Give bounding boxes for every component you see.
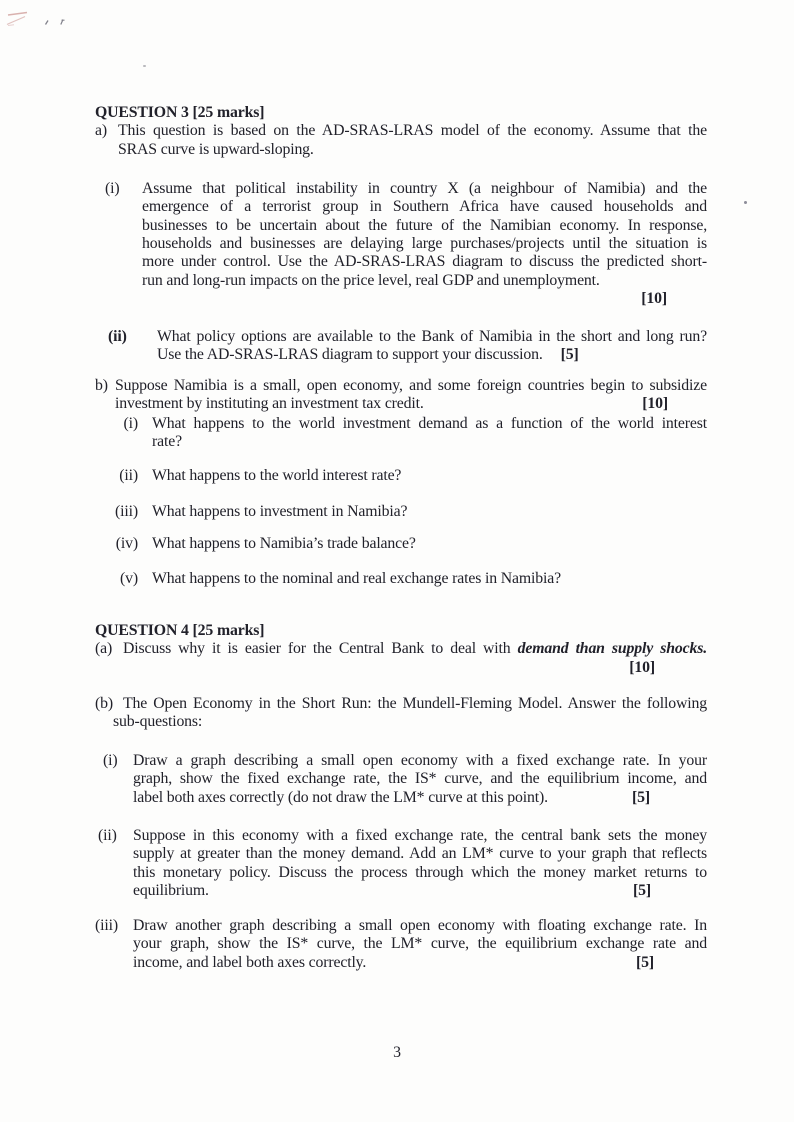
q3b-ii-line: What happens to the world interest rate?	[152, 466, 402, 484]
q4-ii-marks: [5]	[633, 882, 651, 900]
q4-ii-line: this monetary policy. Discuss the process through which the money market returns to	[133, 863, 707, 881]
q3b-item-ii	[95, 467, 707, 485]
q4-ii-line-text: equilibrium.	[133, 882, 209, 900]
q4-part-b	[95, 695, 707, 732]
q3b-iii-label: (iii)	[115, 502, 138, 520]
q3b-item-v	[95, 570, 707, 588]
q4a-text: Discuss why it is easier for the Central Bank to deal with	[123, 640, 511, 658]
q3b-line-text: investment by instituting an investment tax credit.	[115, 395, 424, 413]
question-3-heading	[95, 0, 707, 122]
q3-item-i	[105, 180, 707, 309]
q3b-iv-line: What happens to Namibia’s trade balance?	[152, 534, 416, 552]
q3b-marks: [10]	[642, 395, 668, 413]
q3b-i-label: (i)	[123, 415, 138, 433]
q3i-line: run and long-run impacts on the price level, real GDP and unemployment.	[142, 271, 600, 289]
q4-ii-line: Suppose in this economy with a fixed exchange rate, the central bank sets the money	[133, 826, 707, 844]
q4-item-iii	[95, 917, 707, 972]
q3b-i-line: rate?	[152, 433, 182, 451]
q4a-label: (a)	[95, 640, 113, 658]
q3b-item-iv	[95, 535, 707, 553]
q3b-item-iii	[95, 503, 707, 521]
q3ii-label: (ii)	[108, 327, 127, 345]
q3i-label: (i)	[105, 179, 120, 197]
q4-ii-line	[133, 882, 707, 900]
q4-iii-marks: [5]	[636, 953, 654, 971]
q3i-marks: [10]	[641, 290, 667, 308]
q3b-iv-label: (iv)	[115, 534, 138, 552]
q3-part-a	[95, 122, 707, 159]
q4-i-line-text: label both axes correctly (do not draw the LM* curve at this point).	[133, 788, 548, 806]
q3b-iii-line: What happens to investment in Namibia?	[152, 502, 408, 520]
q4-iii-line: Draw another graph describing a small open economy with floating exchange rate. In	[133, 916, 707, 934]
q3b-v-label: (v)	[120, 569, 138, 587]
q4-i-line	[133, 789, 707, 807]
q4a-marks: [10]	[629, 658, 655, 676]
q4-item-i	[95, 752, 707, 807]
scan-speck	[744, 201, 747, 204]
q3b-line	[115, 395, 707, 413]
q4b-label: (b)	[95, 694, 113, 712]
q3b-item-i	[95, 415, 707, 452]
q4a-line	[123, 640, 707, 658]
q3a-line: This question is based on the AD-SRAS-LRAS model of the economy. Assume that the	[118, 122, 707, 140]
q3a-label: a)	[95, 122, 107, 140]
q3ii-line	[157, 346, 707, 364]
q4-iii-line-text: income, and label both axes correctly.	[133, 953, 367, 971]
pencil-scribble-icon	[4, 8, 76, 30]
question-4-title: QUESTION 4 [25 marks]	[95, 621, 265, 639]
question-3-title: QUESTION 3 [25 marks]	[95, 104, 265, 121]
q4-part-a	[95, 640, 707, 677]
q3i-line: more under control. Use the AD-SRAS-LRAS diagram to discuss the predicted short-	[142, 253, 707, 271]
question-4-heading	[95, 622, 707, 640]
q4b-line: The Open Economy in the Short Run: the Mundell-Fleming Model. Answer the following	[123, 694, 707, 712]
q4-i-marks: [5]	[632, 788, 650, 806]
q3-part-b	[95, 377, 707, 414]
q3b-line: Suppose Namibia is a small, open economy, and some foreign countries begin to subsidize	[115, 376, 707, 394]
q3ii-line-text: Use the AD-SRAS-LRAS diagram to support your discussion.	[157, 346, 543, 364]
q4-i-line: graph, show the fixed exchange rate, the IS* curve, and the equilibrium income, and	[133, 770, 707, 788]
q4-i-line: Draw a graph describing a small open economy with a fixed exchange rate. In your	[133, 751, 707, 769]
q3i-line: businesses to be uncertain about the future of the Namibian economy. In response,	[142, 216, 707, 234]
q3ii-marks: [5]	[560, 346, 579, 364]
q3b-ii-label: (ii)	[119, 466, 138, 484]
q4b-line: sub-questions:	[113, 713, 203, 731]
q4a-emphasis: demand than supply shocks.	[517, 640, 707, 658]
q3i-line: Assume that political instability in country X (a neighbour of Namibia) and the	[142, 179, 707, 197]
q3ii-line: What policy options are available to the Bank of Namibia in the short and long run?	[157, 327, 707, 345]
q4-ii-line: supply at greater than the money demand. Add an LM* curve to your graph that reflects	[133, 845, 707, 863]
q4-i-label: (i)	[103, 751, 118, 769]
q4-iii-line: your graph, show the IS* curve, the LM* curve, the equilibrium exchange rate and	[133, 935, 707, 953]
q3b-v-line: What happens to the nominal and real exchange rates in Namibia?	[152, 569, 562, 587]
q3a-line: SRAS curve is upward-sloping.	[118, 140, 314, 158]
q4-ii-label: (ii)	[98, 826, 117, 844]
q4-iii-label: (iii)	[95, 916, 118, 934]
q3i-line: households and businesses are delaying large purchases/projects until the situation is	[142, 235, 707, 253]
page-content	[95, 0, 707, 972]
q3-item-ii	[108, 328, 707, 365]
q3b-i-line: What happens to the world investment demand as a function of the world interest	[152, 415, 707, 433]
page-number: 3	[393, 1044, 401, 1061]
q4-iii-line	[133, 954, 707, 972]
q3i-line: emergence of a terrorist group in Southern Africa have caused households and	[142, 198, 707, 216]
q4-item-ii	[95, 827, 707, 901]
q3b-label: b)	[95, 376, 108, 394]
